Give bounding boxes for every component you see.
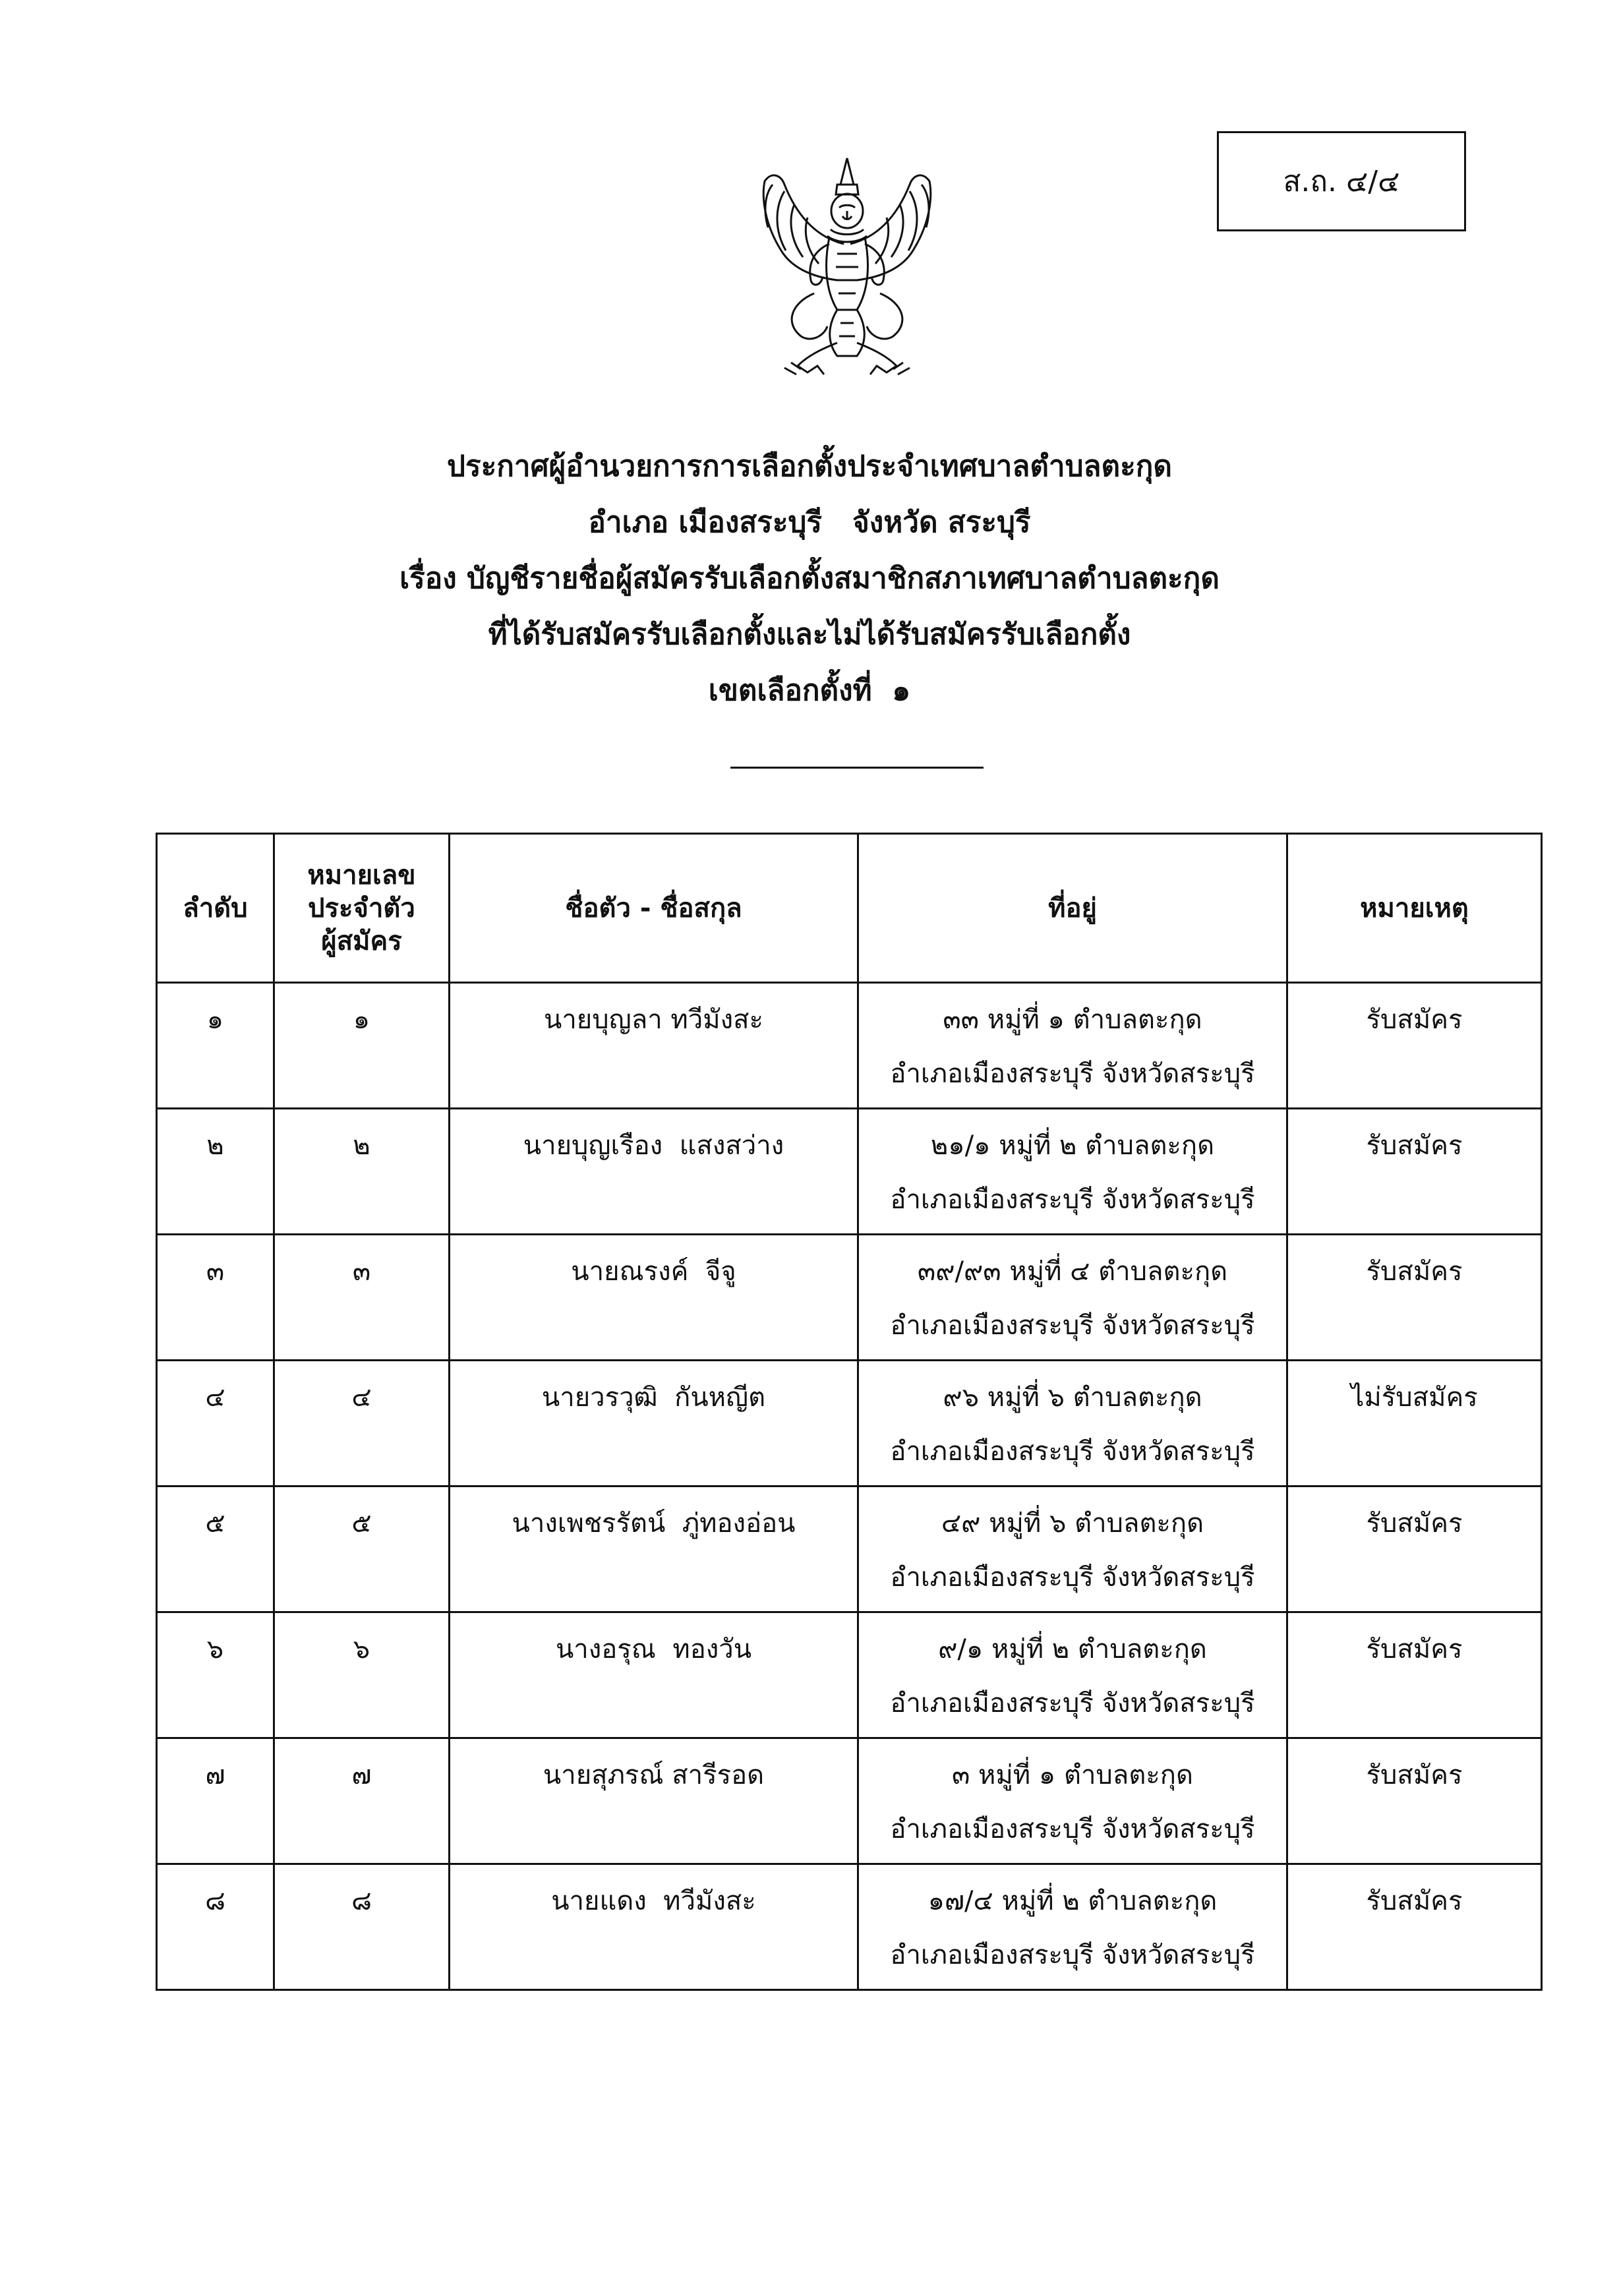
cell-remark: ไม่รับสมัคร [1287,1361,1542,1487]
cell-address [858,1738,1287,1864]
cell-name: นายบุญเรือง แสงสว่าง [450,1109,858,1235]
cell-address [858,1612,1287,1738]
table-row [157,1864,1542,1990]
cell-order: ๖ [157,1612,274,1738]
cell-order: ๘ [157,1864,274,1990]
address-line-2: อำเภอเมืองสระบุรี จังหวัดสระบุรี [890,1059,1255,1089]
cell-number: ๓ [274,1235,450,1361]
cell-number: ๗ [274,1738,450,1864]
cell-number: ๕ [274,1487,450,1612]
form-code-box [1217,131,1466,231]
cell-address [858,1864,1287,1990]
address-line-1: ๓๙/๙๓ หมู่ที่ ๔ ตำบลตะกุด [917,1256,1228,1287]
address-line-2: อำเภอเมืองสระบุรี จังหวัดสระบุรี [890,1310,1255,1341]
cell-address [858,983,1287,1109]
address-line-1: ๔๙ หมู่ที่ ๖ ตำบลตะกุด [941,1508,1204,1539]
cell-remark: รับสมัคร [1287,1738,1542,1864]
cell-name: นายแดง ทวีมังสะ [450,1864,858,1990]
cell-address [858,1361,1287,1487]
cell-name: นางเพชรรัตน์ ภู่ทองอ่อน [450,1487,858,1612]
table-row [157,983,1542,1109]
address-line-2: อำเภอเมืองสระบุรี จังหวัดสระบุรี [890,1940,1255,1970]
header-candidate-number-line-1: หมายเลข [307,860,416,891]
cell-name: นายวรวุฒิ กันหญีต [450,1361,858,1487]
address-line-1: ๓ หมู่ที่ ๑ ตำบลตะกุด [952,1760,1193,1790]
cell-address [858,1109,1287,1235]
cell-name: นายบุญลา ทวีมังสะ [450,983,858,1109]
heading-line-5: เขตเลือกตั้งที่ ๑ [708,674,911,707]
cell-remark: รับสมัคร [1287,983,1542,1109]
cell-remark: รับสมัคร [1287,1487,1542,1612]
address-line-2: อำเภอเมืองสระบุรี จังหวัดสระบุรี [890,1185,1255,1215]
table-row [157,1361,1542,1487]
address-line-2: อำเภอเมืองสระบุรี จังหวัดสระบุรี [890,1688,1255,1719]
cell-remark: รับสมัคร [1287,1612,1542,1738]
cell-address [858,1235,1287,1361]
table-row [157,1235,1542,1361]
cell-name: นายสุภรณ์ สารีรอด [450,1738,858,1864]
cell-name: นายณรงค์ จีจู [450,1235,858,1361]
cell-remark: รับสมัคร [1287,1109,1542,1235]
cell-name: นางอรุณ ทองวัน [450,1612,858,1738]
address-line-2: อำเภอเมืองสระบุรี จังหวัดสระบุรี [890,1562,1255,1593]
heading-divider [730,767,984,769]
address-line-1: ๙/๑ หมู่ที่ ๒ ตำบลตะกุด [938,1634,1207,1664]
address-line-1: ๑๗/๔ หมู่ที่ ๒ ตำบลตะกุด [927,1886,1218,1916]
address-line-1: ๓๓ หมู่ที่ ๑ ตำบลตะกุด [943,1005,1202,1035]
cell-remark: รับสมัคร [1287,1235,1542,1361]
address-line-1: ๒๑/๑ หมู่ที่ ๒ ตำบลตะกุด [930,1131,1215,1161]
heading-line-2: อำเภอ เมืองสระบุรี จังหวัด สระบุรี [588,506,1031,539]
garuda-emblem-icon [745,145,949,382]
heading-line-1: ประกาศผู้อำนวยการการเลือกตั้งประจำเทศบาลตำบลตะกุด [447,450,1172,483]
cell-number: ๘ [274,1864,450,1990]
header-candidate-number-line-3: ผู้สมัคร [321,926,402,957]
form-code: ส.ถ. ๔/๔ [1283,165,1400,198]
table-row [157,1487,1542,1612]
header-order: ลำดับ [157,834,274,983]
table-row [157,1612,1542,1738]
header-address: ที่อยู่ [858,834,1287,983]
header-name: ชื่อตัว - ชื่อสกุล [450,834,858,983]
cell-number: ๒ [274,1109,450,1235]
cell-number: ๔ [274,1361,450,1487]
cell-order: ๓ [157,1235,274,1361]
cell-order: ๒ [157,1109,274,1235]
heading-line-3: เรื่อง บัญชีรายชื่อผู้สมัครรับเลือกตั้งสมาชิกสภาเทศบาลตำบลตะกุด [399,562,1220,595]
candidate-table [156,833,1543,1991]
header-candidate-number [274,834,450,983]
header-candidate-number-line-2: ประจำตัว [308,893,415,924]
table-row [157,1738,1542,1864]
table-header-row [157,834,1542,983]
table-row [157,1109,1542,1235]
cell-order: ๔ [157,1361,274,1487]
cell-order: ๗ [157,1738,274,1864]
header-remark: หมายเหตุ [1287,834,1542,983]
address-line-1: ๙๖ หมู่ที่ ๖ ตำบลตะกุด [943,1382,1202,1413]
cell-remark: รับสมัคร [1287,1864,1542,1990]
cell-order: ๕ [157,1487,274,1612]
cell-number: ๖ [274,1612,450,1738]
announcement-heading [198,438,1421,719]
address-line-2: อำเภอเมืองสระบุรี จังหวัดสระบุรี [890,1814,1255,1844]
cell-number: ๑ [274,983,450,1109]
heading-line-4: ที่ได้รับสมัครรับเลือกตั้งและไม่ได้รับสมัครรับเลือกตั้ง [488,618,1131,651]
cell-order: ๑ [157,983,274,1109]
cell-address [858,1487,1287,1612]
address-line-2: อำเภอเมืองสระบุรี จังหวัดสระบุรี [890,1436,1255,1467]
